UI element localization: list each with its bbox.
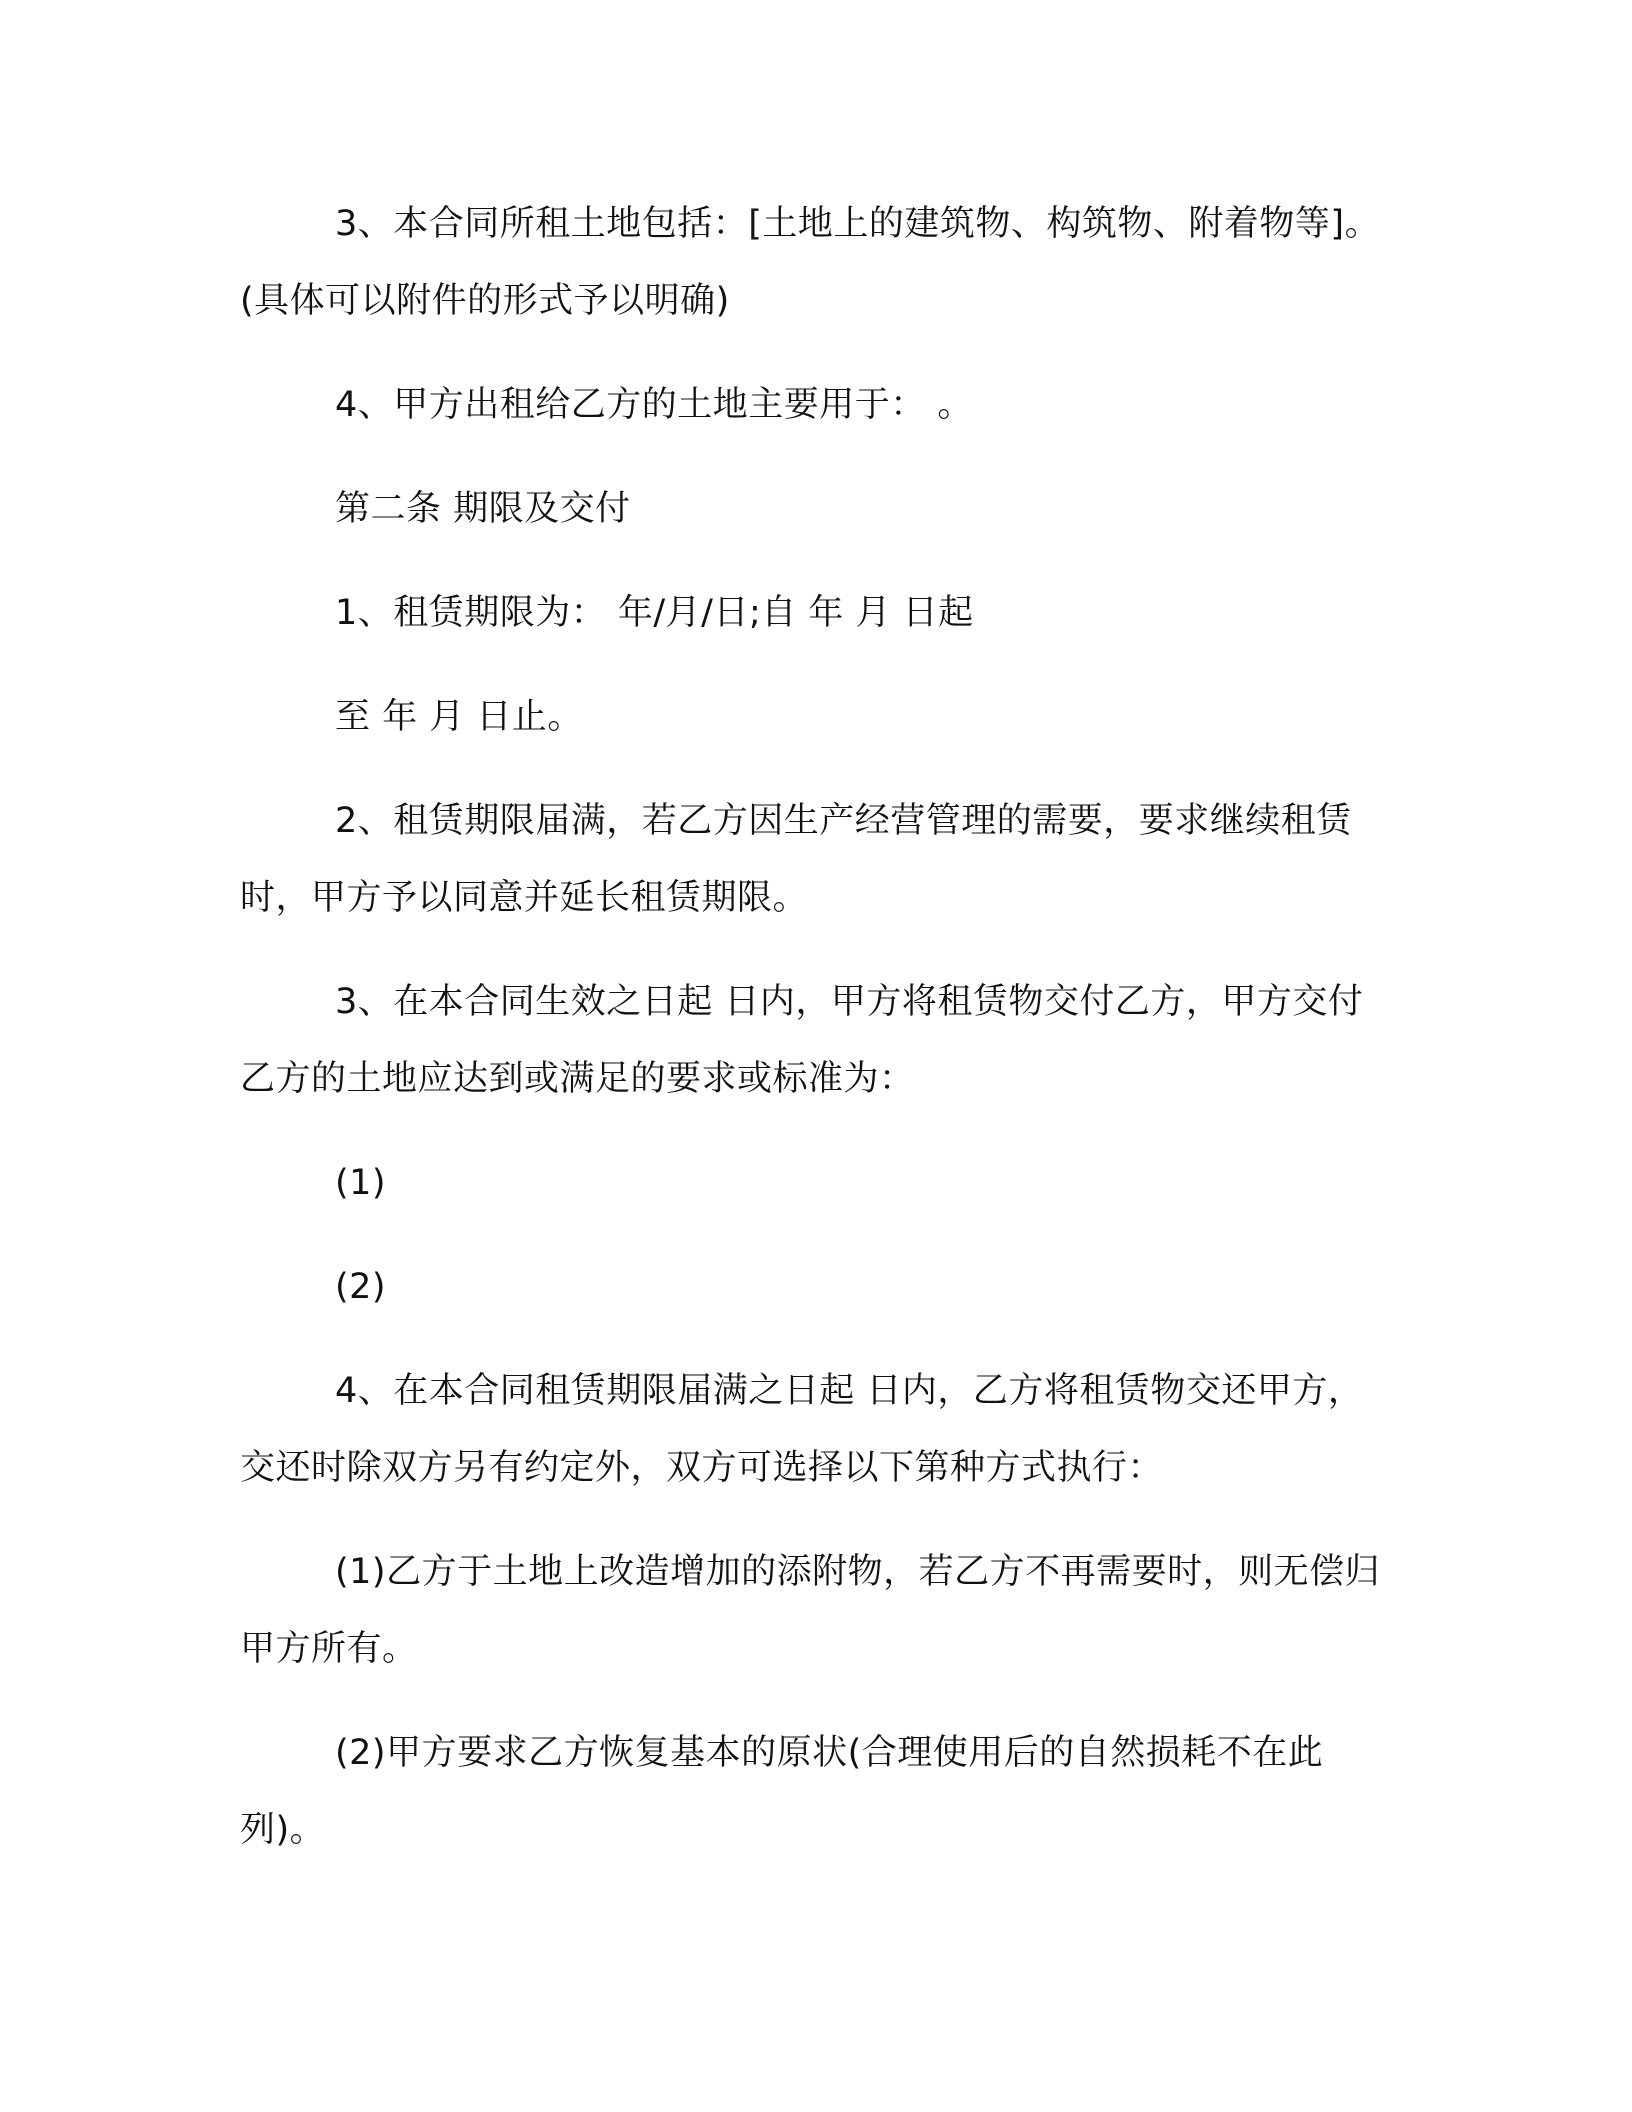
paragraph-lease-renewal: 2、租赁期限届满，若乙方因生产经营管理的需要，要求继续租赁时，甲方予以同意并延长租赁期限。 bbox=[240, 801, 1352, 918]
list-item-delivery-2: (2) bbox=[335, 1267, 387, 1307]
document-body bbox=[240, 186, 1390, 1869]
paragraph-clause-4-land-use: 4、甲方出租给乙方的土地主要用于： 。 bbox=[335, 385, 973, 425]
list-item-return-1: (1)乙方于土地上改造增加的添附物，若乙方不再需要时，则无偿归甲方所有。 bbox=[240, 1552, 1381, 1669]
paragraph-lease-term: 1、租赁期限为： 年/月/日;自 年 月 日起 bbox=[335, 593, 974, 633]
paragraph-return: 4、在本合同租赁期限届满之日起 日内，乙方将租赁物交还甲方，交还时除双方另有约定外，双方可选择以下第种方式执行： bbox=[240, 1371, 1364, 1488]
section-heading-article-2: 第二条 期限及交付 bbox=[335, 489, 631, 529]
paragraph-lease-term-end: 至 年 月 日止。 bbox=[335, 697, 583, 737]
paragraph-delivery: 3、在本合同生效之日起 日内，甲方将租赁物交付乙方，甲方交付乙方的土地应达到或满足的要求或标准为： bbox=[240, 982, 1364, 1099]
list-item-delivery-1: (1) bbox=[335, 1163, 387, 1203]
list-item-return-2: (2)甲方要求乙方恢复基本的原状(合理使用后的自然损耗不在此列)。 bbox=[240, 1733, 1324, 1850]
paragraph-clause-3-land-scope: 3、本合同所租土地包括：[土地上的建筑物、构筑物、附着物等]。(具体可以附件的形式予以明确) bbox=[240, 204, 1381, 321]
